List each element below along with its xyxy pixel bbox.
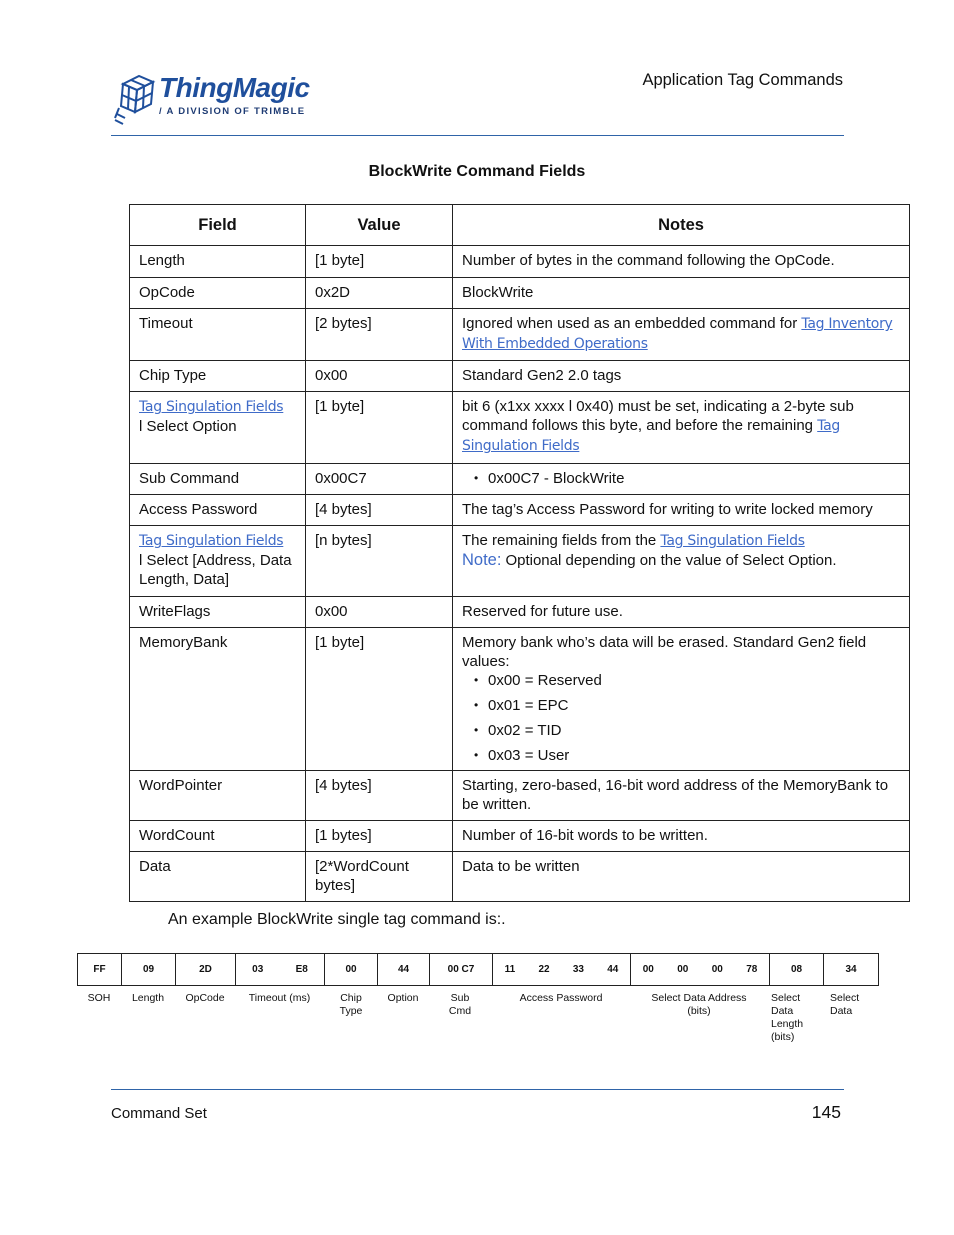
value-cell: [1 bytes] xyxy=(306,821,453,852)
label-select-length: Select Data Length (bits) xyxy=(771,992,804,1043)
page-number: 145 xyxy=(811,1102,841,1122)
byte-select-length: 08 xyxy=(770,954,824,986)
notes-cell: Data to be written xyxy=(453,852,910,902)
value-cell: [2 bytes] xyxy=(306,309,453,361)
list-item: • 0x00C7 - BlockWrite xyxy=(472,469,900,488)
bullet-list xyxy=(462,469,900,488)
footer-chapter: Command Set xyxy=(111,1105,207,1122)
column-header-notes: Notes xyxy=(453,205,910,246)
table-row-memorybank xyxy=(130,628,910,771)
value-cell: [1 byte] xyxy=(306,628,453,771)
section-title: Application Tag Commands xyxy=(642,71,843,89)
notes-cell: Number of 16-bit words to be written. xyxy=(453,821,910,852)
byte-select-data: 34 xyxy=(824,954,879,986)
field-cell: MemoryBank xyxy=(130,628,306,771)
notes-cell xyxy=(453,309,910,361)
tag-singulation-fields-link[interactable]: Tag Singulation Fields xyxy=(660,533,805,549)
byte-option: 44 xyxy=(378,954,430,986)
byte-sub-cmd: 00 C7 xyxy=(430,954,493,986)
byte-value: 22 xyxy=(538,964,550,975)
field-cell: Length xyxy=(130,246,306,278)
table-row-data xyxy=(130,852,910,902)
label-opcode: OpCode xyxy=(185,992,225,1004)
byte-value: 78 xyxy=(746,964,758,975)
column-header-field: Field xyxy=(130,205,306,246)
value-cell: [4 bytes] xyxy=(306,771,453,821)
table-row-length xyxy=(130,246,910,278)
label-select-address: Select Data Address (bits) xyxy=(651,992,747,1017)
value-cell: [1 byte] xyxy=(306,392,453,464)
notes-cell xyxy=(453,464,910,495)
table-row-writeflags xyxy=(130,597,910,628)
label-chip-type: Chip Type xyxy=(339,992,363,1017)
value-cell: [4 bytes] xyxy=(306,495,453,526)
table-row-chip-type xyxy=(130,361,910,392)
notes-cell: Standard Gen2 2.0 tags xyxy=(453,361,910,392)
byte-value: 03 xyxy=(252,964,264,975)
notes-cell: BlockWrite xyxy=(453,278,910,309)
value-cell: [n bytes] xyxy=(306,526,453,597)
byte-row xyxy=(78,954,879,986)
list-item: • 0x02 = TID xyxy=(472,721,900,740)
tag-singulation-fields-link[interactable]: Tag Singulation Fields xyxy=(139,399,284,415)
notes-text: The remaining fields from the xyxy=(462,532,661,549)
byte-opcode: 2D xyxy=(176,954,236,986)
blockwrite-fields-table xyxy=(129,204,910,902)
value-cell: [2*WordCount bytes] xyxy=(306,852,453,902)
field-cell: Sub Command xyxy=(130,464,306,495)
field-cell: Data xyxy=(130,852,306,902)
table-header-row xyxy=(130,205,910,246)
byte-select-address xyxy=(631,954,770,986)
field-cell: OpCode xyxy=(130,278,306,309)
byte-soh: FF xyxy=(78,954,122,986)
field-cell: Access Password xyxy=(130,495,306,526)
label-access-password: Access Password xyxy=(519,992,603,1004)
list-item: • 0x00 = Reserved xyxy=(472,671,900,690)
field-cell: Timeout xyxy=(130,309,306,361)
value-cell: 0x2D xyxy=(306,278,453,309)
label-option: Option xyxy=(387,992,419,1004)
byte-chip-type: 00 xyxy=(325,954,378,986)
tag-singulation-fields-link[interactable]: Tag Singulation Fields xyxy=(462,418,841,454)
table-title: BlockWrite Command Fields xyxy=(368,163,586,180)
column-header-value: Value xyxy=(306,205,453,246)
table-row-access-password xyxy=(130,495,910,526)
notes-cell xyxy=(453,392,910,464)
bullet-list xyxy=(462,671,900,765)
value-cell: 0x00C7 xyxy=(306,464,453,495)
value-cell: [1 byte] xyxy=(306,246,453,278)
byte-value: 44 xyxy=(607,964,619,975)
byte-timeout xyxy=(236,954,325,986)
field-text: l Select Option xyxy=(139,418,237,435)
notes-text: bit 6 (x1xx xxxx l 0x40) must be set, indicating a 2-byte sub command follows this byte, and before the remaining xyxy=(462,398,854,434)
logo-wordmark: ThingMagic xyxy=(159,72,310,103)
label-select-data: Select Data xyxy=(830,992,860,1017)
logo-cube-icon xyxy=(113,68,159,126)
byte-value: 33 xyxy=(572,964,584,975)
field-cell: WordCount xyxy=(130,821,306,852)
value-cell: 0x00 xyxy=(306,597,453,628)
label-timeout: Timeout (ms) xyxy=(248,992,311,1004)
table-row-select xyxy=(130,526,910,597)
thingmagic-logo xyxy=(113,68,313,126)
field-cell: Chip Type xyxy=(130,361,306,392)
field-cell xyxy=(130,526,306,597)
notes-cell: The tag’s Access Password for writing to write locked memory xyxy=(453,495,910,526)
byte-value: E8 xyxy=(295,964,308,975)
tag-inventory-embedded-operations-link[interactable]: Tag Inventory With Embedded Operations xyxy=(462,316,893,352)
byte-length: 09 xyxy=(122,954,176,986)
footer-divider xyxy=(111,1089,844,1090)
notes-cell: Number of bytes in the command following the OpCode. xyxy=(453,246,910,278)
field-cell: WordPointer xyxy=(130,771,306,821)
table-row-wordcount xyxy=(130,821,910,852)
note-text: Optional depending on the value of Select Option. xyxy=(505,552,837,569)
notes-cell: Starting, zero-based, 16-bit word address of the MemoryBank to be written. xyxy=(453,771,910,821)
change-bar xyxy=(129,524,130,594)
table-row-wordpointer xyxy=(130,771,910,821)
list-item: • 0x01 = EPC xyxy=(472,696,900,715)
table-row-timeout xyxy=(130,309,910,361)
table-row-select-option xyxy=(130,392,910,464)
field-text: l Select [Address, Data Length, Data] xyxy=(139,552,292,588)
example-intro: An example BlockWrite single tag command is:. xyxy=(168,911,506,928)
notes-cell: Reserved for future use. xyxy=(453,597,910,628)
tag-singulation-fields-link[interactable]: Tag Singulation Fields xyxy=(139,533,284,549)
field-cell xyxy=(130,392,306,464)
byte-value: 00 xyxy=(642,964,654,975)
logo-tagline: / A DIVISION OF TRIMBLE xyxy=(159,106,306,117)
table-row-opcode xyxy=(130,278,910,309)
note-label: Note: xyxy=(462,551,502,569)
list-item: • 0x03 = User xyxy=(472,746,900,765)
field-cell: WriteFlags xyxy=(130,597,306,628)
notes-cell xyxy=(453,628,910,771)
label-sub-cmd: Sub Cmd xyxy=(448,992,472,1017)
notes-text: Ignored when used as an embedded command for xyxy=(462,315,802,332)
byte-access-password xyxy=(493,954,631,986)
label-length: Length xyxy=(131,992,165,1004)
header-divider xyxy=(111,135,844,136)
value-cell: 0x00 xyxy=(306,361,453,392)
table-row-sub-command xyxy=(130,464,910,495)
label-soh: SOH xyxy=(87,992,111,1004)
byte-value: 00 xyxy=(677,964,689,975)
example-byte-table xyxy=(77,953,879,986)
notes-cell xyxy=(453,526,910,597)
byte-value: 00 xyxy=(711,964,723,975)
notes-text: Memory bank who’s data will be erased. Standard Gen2 field values: xyxy=(462,634,867,670)
byte-value: 11 xyxy=(504,964,516,975)
